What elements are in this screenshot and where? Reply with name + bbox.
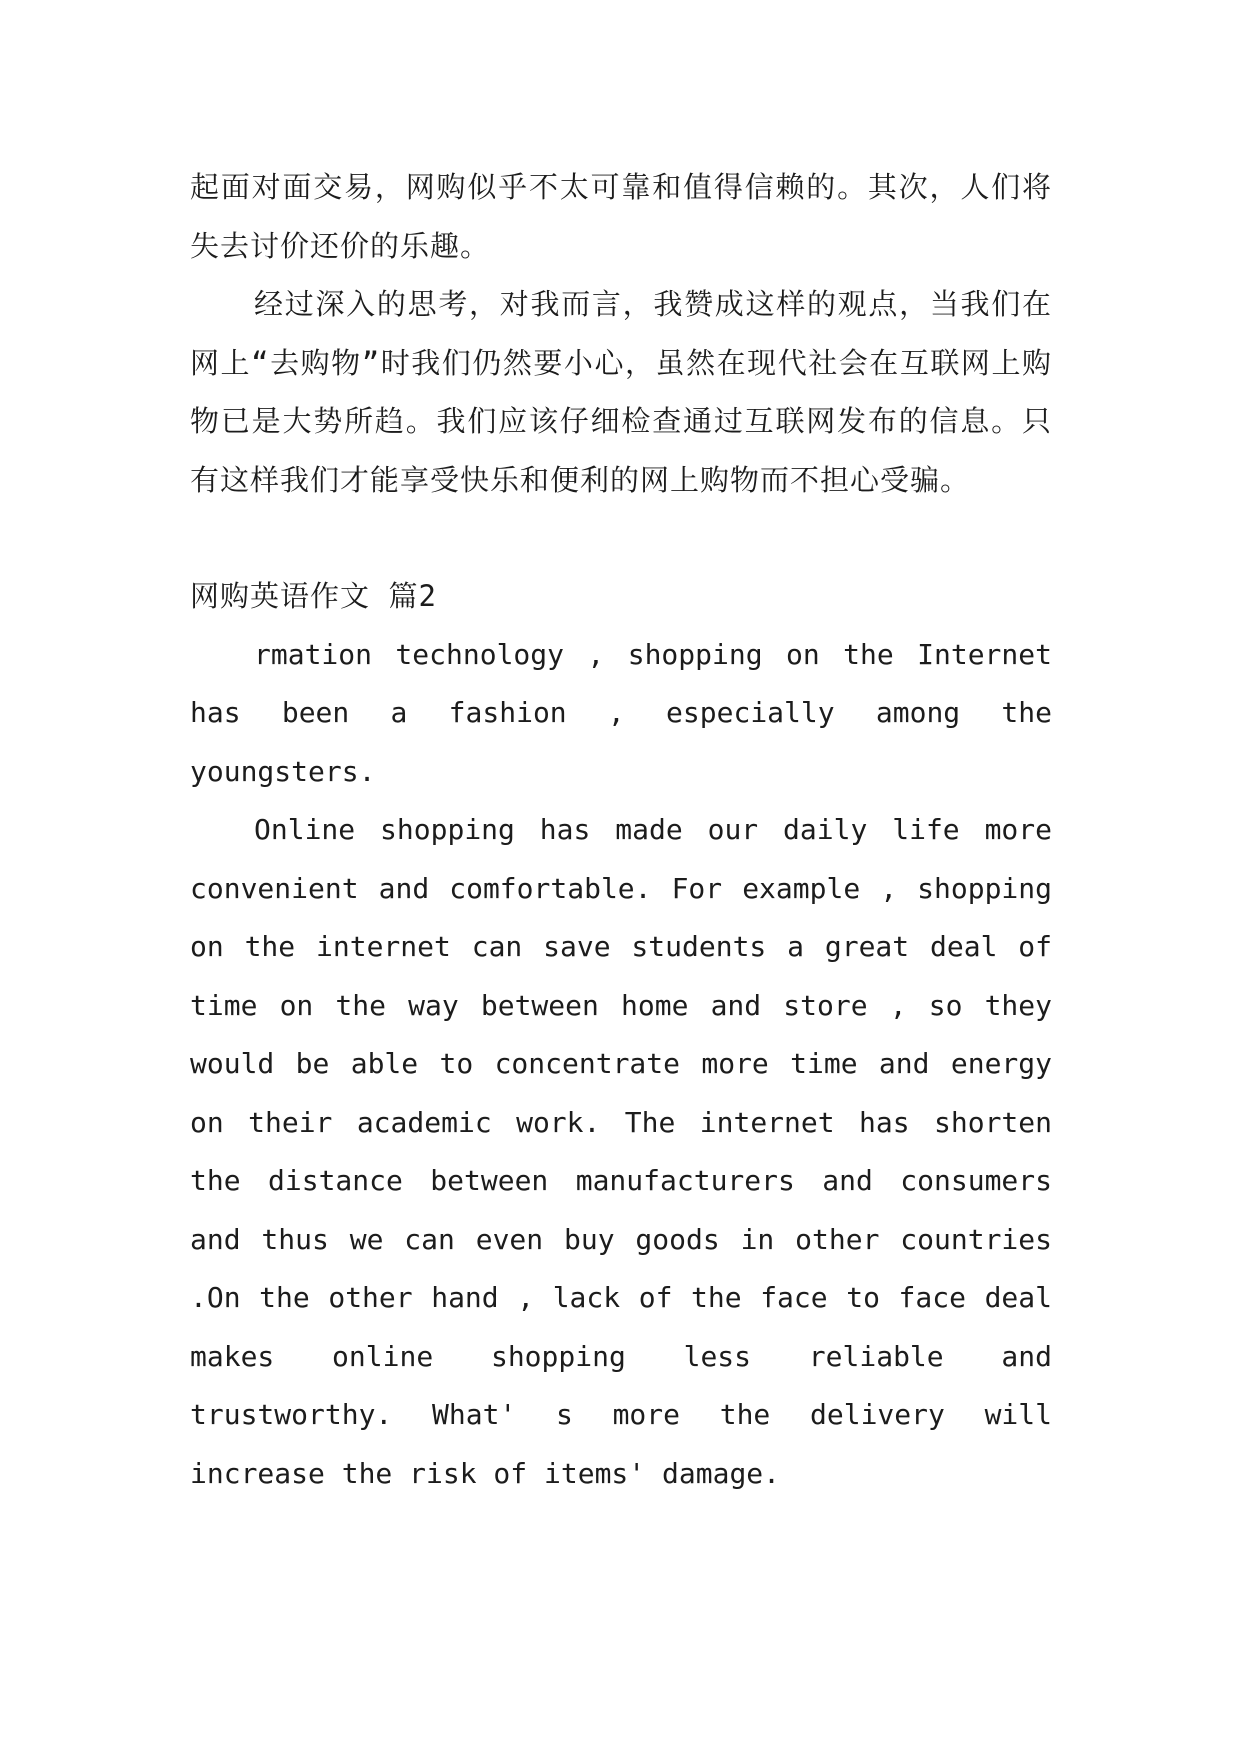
document-page bbox=[190, 158, 1052, 1503]
paragraph-conclusion: 经过深入的思考，对我而言，我赞成这样的观点，当我们在网上“去购物”时我们仍然要小心，虽然在现代社会在互联网上购物已是大势所趋。我们应该仔细检查通过互联网发布的信息。只有这样我们才能享受快乐和便利的网上购物而不担心受骗。 bbox=[190, 287, 1052, 497]
paragraph-continuation: 起面对面交易，网购似乎不太可靠和值得信赖的。其次，人们将失去讨价还价的乐趣。 bbox=[190, 170, 1052, 263]
paragraph-intro: rmation technology , shopping on the Internet has been a fashion , especially among the youngsters. bbox=[190, 637, 1052, 788]
section-heading: 网购英语作文 篇2 bbox=[190, 579, 437, 613]
paragraph-body: Online shopping has made our daily life more convenient and comfortable. For example , shopping on the internet can save students a great deal of time on the way between home and store , so they would be able to concentrate more time and energy on their academic work. The internet has shorten the distance between manufacturers and consumers and thus we can even buy goods in other countries .On the other hand , lack of the face to face deal makes online shopping less reliable and trustworthy. What' s more the delivery will increase the risk of items' damage. bbox=[190, 813, 1052, 1490]
